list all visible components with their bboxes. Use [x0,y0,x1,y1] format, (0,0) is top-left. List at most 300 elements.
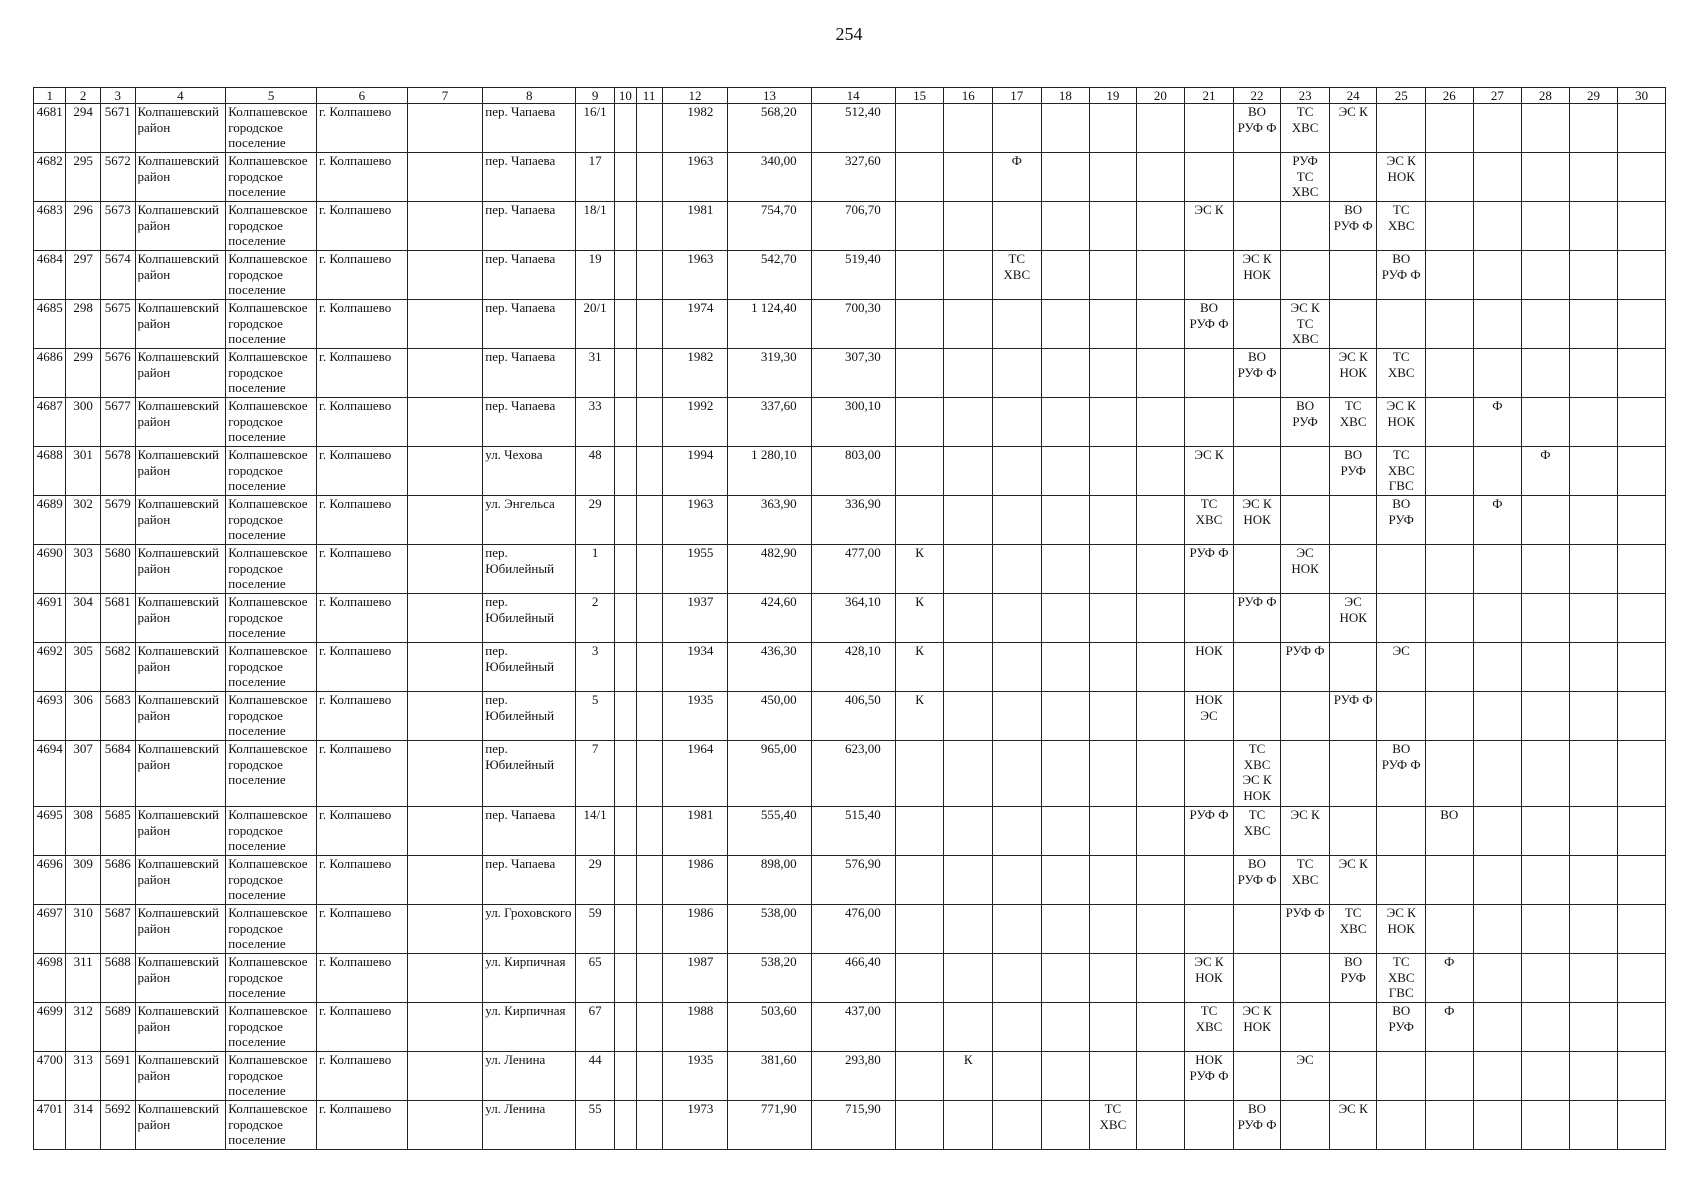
cell-col-22 [1233,1052,1281,1101]
cell-col-26 [1426,153,1474,202]
cell-col-16 [944,300,993,349]
cell-col-2: 309 [66,856,101,905]
cell-col-28 [1522,1003,1570,1052]
cell-col-4: Колпашевский район [135,1003,226,1052]
cell-col-17 [992,1052,1041,1101]
cell-col-7 [407,1003,483,1052]
cell-col-28 [1522,251,1570,300]
cell-col-30 [1618,447,1666,496]
cell-col-22: ТС ХВС ЭС К НОК [1233,741,1281,807]
cell-col-23 [1281,251,1330,300]
cell-col-11 [636,545,662,594]
page-number: 254 [835,24,863,44]
cell-col-26 [1426,741,1474,807]
cell-col-8: пер. Юбилейный [483,545,576,594]
cell-col-14: 437,00 [811,1003,895,1052]
cell-col-5: Колпашевское городское поселение [226,1052,317,1101]
cell-col-1: 4699 [34,1003,66,1052]
column-header-21: 21 [1185,88,1234,104]
cell-col-20 [1136,954,1185,1003]
cell-col-13: 1 280,10 [728,447,811,496]
column-header-16: 16 [944,88,993,104]
column-header-2: 2 [66,88,101,104]
cell-col-8: пер. Чапаева [483,104,576,153]
cell-col-24 [1329,741,1377,807]
cell-col-2: 308 [66,807,101,856]
cell-col-15 [895,905,944,954]
table-row [34,496,1666,545]
column-header-20: 20 [1136,88,1185,104]
table-body [34,104,1666,1150]
cell-col-25: ТС ХВС [1377,349,1426,398]
cell-col-20 [1136,496,1185,545]
cell-col-3: 5675 [100,300,135,349]
cell-col-20 [1136,398,1185,447]
cell-col-12: 1981 [662,202,728,251]
cell-col-22: РУФ Ф [1233,594,1281,643]
cell-col-1: 4688 [34,447,66,496]
cell-col-27 [1473,202,1522,251]
table-row [34,251,1666,300]
cell-col-3: 5672 [100,153,135,202]
cell-col-4: Колпашевский район [135,594,226,643]
cell-col-4: Колпашевский район [135,447,226,496]
cell-col-2: 303 [66,545,101,594]
cell-col-8: пер. Чапаева [483,807,576,856]
cell-col-2: 306 [66,692,101,741]
column-header-15: 15 [895,88,944,104]
cell-col-30 [1618,1003,1666,1052]
cell-col-1: 4685 [34,300,66,349]
cell-col-21: ТС ХВС [1185,1003,1234,1052]
cell-col-20 [1136,594,1185,643]
cell-col-23: ЭС [1281,1052,1330,1101]
cell-col-25 [1377,692,1426,741]
cell-col-30 [1618,104,1666,153]
cell-col-2: 295 [66,153,101,202]
cell-col-1: 4681 [34,104,66,153]
cell-col-7 [407,741,483,807]
cell-col-15 [895,1101,944,1150]
cell-col-24 [1329,496,1377,545]
cell-col-17 [992,202,1041,251]
cell-col-2: 297 [66,251,101,300]
cell-col-17 [992,545,1041,594]
cell-col-11 [636,594,662,643]
cell-col-27 [1473,447,1522,496]
cell-col-14: 406,50 [811,692,895,741]
cell-col-13: 381,60 [728,1052,811,1101]
cell-col-27 [1473,1101,1522,1150]
cell-col-16 [944,153,993,202]
cell-col-28 [1522,692,1570,741]
cell-col-13: 450,00 [728,692,811,741]
cell-col-12: 1963 [662,153,728,202]
cell-col-3: 5677 [100,398,135,447]
cell-col-26: ВО [1426,807,1474,856]
cell-col-9: 19 [576,251,615,300]
cell-col-24: ВО РУФ [1329,447,1377,496]
cell-col-10 [615,594,637,643]
table-row [34,1003,1666,1052]
table-row [34,398,1666,447]
cell-col-12: 1992 [662,398,728,447]
cell-col-17: Ф [992,153,1041,202]
cell-col-18 [1041,905,1090,954]
cell-col-24: РУФ Ф [1329,692,1377,741]
column-header-25: 25 [1377,88,1426,104]
cell-col-12: 1986 [662,856,728,905]
cell-col-13: 538,00 [728,905,811,954]
cell-col-21 [1185,856,1234,905]
cell-col-7 [407,153,483,202]
cell-col-24 [1329,545,1377,594]
cell-col-19 [1090,643,1136,692]
cell-col-8: пер. Чапаева [483,398,576,447]
cell-col-18 [1041,496,1090,545]
cell-col-10 [615,1003,637,1052]
cell-col-4: Колпашевский район [135,251,226,300]
cell-col-30 [1618,398,1666,447]
cell-col-8: ул. Кирпичная [483,954,576,1003]
cell-col-29 [1569,643,1618,692]
cell-col-23: РУФ Ф [1281,905,1330,954]
cell-col-20 [1136,447,1185,496]
cell-col-7 [407,202,483,251]
cell-col-13: 482,90 [728,545,811,594]
cell-col-14: 515,40 [811,807,895,856]
cell-col-15 [895,349,944,398]
cell-col-16 [944,643,993,692]
cell-col-17 [992,905,1041,954]
cell-col-9: 65 [576,954,615,1003]
cell-col-15: К [895,545,944,594]
cell-col-25 [1377,1052,1426,1101]
column-header-11: 11 [636,88,662,104]
table-row [34,545,1666,594]
table-row [34,300,1666,349]
cell-col-10 [615,545,637,594]
cell-col-2: 312 [66,1003,101,1052]
cell-col-20 [1136,807,1185,856]
cell-col-1: 4700 [34,1052,66,1101]
cell-col-10 [615,856,637,905]
cell-col-4: Колпашевский район [135,496,226,545]
cell-col-22 [1233,954,1281,1003]
cell-col-1: 4682 [34,153,66,202]
cell-col-16 [944,545,993,594]
cell-col-29 [1569,202,1618,251]
cell-col-10 [615,447,637,496]
cell-col-19 [1090,905,1136,954]
cell-col-24: ТС ХВС [1329,398,1377,447]
cell-col-19 [1090,398,1136,447]
cell-col-5: Колпашевское городское поселение [226,954,317,1003]
cell-col-13: 538,20 [728,954,811,1003]
cell-col-15 [895,447,944,496]
cell-col-23 [1281,447,1330,496]
cell-col-1: 4686 [34,349,66,398]
cell-col-29 [1569,349,1618,398]
cell-col-8: пер. Чапаева [483,856,576,905]
cell-col-30 [1618,594,1666,643]
cell-col-25: ТС ХВС ГВС [1377,447,1426,496]
cell-col-15 [895,104,944,153]
housing-registry-table [33,87,1666,1150]
cell-col-21 [1185,905,1234,954]
cell-col-27 [1473,954,1522,1003]
cell-col-11 [636,692,662,741]
cell-col-19 [1090,594,1136,643]
cell-col-1: 4693 [34,692,66,741]
cell-col-27 [1473,349,1522,398]
cell-col-22 [1233,643,1281,692]
cell-col-13: 771,90 [728,1101,811,1150]
cell-col-7 [407,398,483,447]
cell-col-6: г. Колпашево [316,741,407,807]
cell-col-15 [895,202,944,251]
cell-col-5: Колпашевское городское поселение [226,398,317,447]
cell-col-28 [1522,545,1570,594]
cell-col-3: 5679 [100,496,135,545]
cell-col-17: ТС ХВС [992,251,1041,300]
cell-col-26 [1426,545,1474,594]
cell-col-27 [1473,545,1522,594]
cell-col-6: г. Колпашево [316,349,407,398]
cell-col-1: 4695 [34,807,66,856]
cell-col-15: К [895,692,944,741]
cell-col-1: 4701 [34,1101,66,1150]
cell-col-25: ВО РУФ [1377,1003,1426,1052]
cell-col-19 [1090,251,1136,300]
cell-col-21: ТС ХВС [1185,496,1234,545]
cell-col-21: ЭС К [1185,447,1234,496]
cell-col-4: Колпашевский район [135,545,226,594]
cell-col-30 [1618,643,1666,692]
cell-col-29 [1569,741,1618,807]
cell-col-22 [1233,447,1281,496]
column-header-1: 1 [34,88,66,104]
cell-col-26 [1426,447,1474,496]
cell-col-19 [1090,349,1136,398]
cell-col-5: Колпашевское городское поселение [226,300,317,349]
cell-col-2: 305 [66,643,101,692]
cell-col-12: 1963 [662,251,728,300]
cell-col-21: ЭС К НОК [1185,954,1234,1003]
cell-col-9: 18/1 [576,202,615,251]
cell-col-19 [1090,104,1136,153]
cell-col-23: ТС ХВС [1281,104,1330,153]
cell-col-16 [944,741,993,807]
cell-col-3: 5676 [100,349,135,398]
cell-col-28 [1522,905,1570,954]
cell-col-23 [1281,496,1330,545]
cell-col-3: 5684 [100,741,135,807]
table-row [34,905,1666,954]
cell-col-8: ул. Ленина [483,1052,576,1101]
cell-col-30 [1618,807,1666,856]
cell-col-18 [1041,856,1090,905]
column-header-3: 3 [100,88,135,104]
cell-col-22: ВО РУФ Ф [1233,104,1281,153]
cell-col-20 [1136,202,1185,251]
cell-col-25: ВО РУФ [1377,496,1426,545]
cell-col-22: ЭС К НОК [1233,1003,1281,1052]
cell-col-12: 1974 [662,300,728,349]
cell-col-28: Ф [1522,447,1570,496]
cell-col-25: ТС ХВС [1377,202,1426,251]
cell-col-16 [944,856,993,905]
cell-col-20 [1136,153,1185,202]
cell-col-3: 5688 [100,954,135,1003]
cell-col-25: ЭС К НОК [1377,398,1426,447]
cell-col-15: К [895,594,944,643]
cell-col-28 [1522,594,1570,643]
cell-col-5: Колпашевское городское поселение [226,1101,317,1150]
cell-col-20 [1136,104,1185,153]
cell-col-11 [636,1052,662,1101]
cell-col-3: 5686 [100,856,135,905]
cell-col-14: 700,30 [811,300,895,349]
cell-col-23 [1281,594,1330,643]
cell-col-8: пер. Юбилейный [483,692,576,741]
cell-col-21: РУФ Ф [1185,545,1234,594]
cell-col-30 [1618,905,1666,954]
cell-col-6: г. Колпашево [316,251,407,300]
cell-col-18 [1041,807,1090,856]
cell-col-27 [1473,643,1522,692]
cell-col-22: ЭС К НОК [1233,251,1281,300]
cell-col-10 [615,300,637,349]
cell-col-14: 576,90 [811,856,895,905]
cell-col-11 [636,1101,662,1150]
cell-col-11 [636,856,662,905]
cell-col-2: 298 [66,300,101,349]
cell-col-25 [1377,594,1426,643]
cell-col-27 [1473,251,1522,300]
cell-col-2: 313 [66,1052,101,1101]
cell-col-10 [615,104,637,153]
cell-col-25 [1377,807,1426,856]
cell-col-13: 542,70 [728,251,811,300]
cell-col-14: 476,00 [811,905,895,954]
cell-col-23 [1281,954,1330,1003]
cell-col-21: НОК ЭС [1185,692,1234,741]
cell-col-18 [1041,1052,1090,1101]
cell-col-5: Колпашевское городское поселение [226,905,317,954]
cell-col-17 [992,104,1041,153]
column-header-30: 30 [1618,88,1666,104]
cell-col-14: 477,00 [811,545,895,594]
cell-col-8: ул. Гроховского [483,905,576,954]
cell-col-12: 1937 [662,594,728,643]
table-row [34,104,1666,153]
cell-col-21 [1185,1101,1234,1150]
cell-col-15 [895,1052,944,1101]
cell-col-4: Колпашевский район [135,202,226,251]
cell-col-17 [992,496,1041,545]
cell-col-4: Колпашевский район [135,741,226,807]
cell-col-29 [1569,496,1618,545]
cell-col-13: 1 124,40 [728,300,811,349]
cell-col-21 [1185,741,1234,807]
cell-col-10 [615,807,637,856]
cell-col-16 [944,954,993,1003]
cell-col-20 [1136,300,1185,349]
cell-col-12: 1982 [662,349,728,398]
table-row [34,741,1666,807]
cell-col-7 [407,496,483,545]
cell-col-16 [944,692,993,741]
cell-col-9: 55 [576,1101,615,1150]
cell-col-12: 1986 [662,905,728,954]
cell-col-14: 512,40 [811,104,895,153]
cell-col-3: 5671 [100,104,135,153]
cell-col-18 [1041,153,1090,202]
cell-col-10 [615,496,637,545]
cell-col-23: РУФ Ф [1281,643,1330,692]
cell-col-27 [1473,300,1522,349]
cell-col-14: 706,70 [811,202,895,251]
cell-col-6: г. Колпашево [316,202,407,251]
cell-col-9: 1 [576,545,615,594]
cell-col-30 [1618,856,1666,905]
cell-col-13: 965,00 [728,741,811,807]
cell-col-27 [1473,153,1522,202]
cell-col-14: 300,10 [811,398,895,447]
cell-col-15 [895,1003,944,1052]
cell-col-18 [1041,692,1090,741]
cell-col-20 [1136,1003,1185,1052]
cell-col-20 [1136,856,1185,905]
column-header-9: 9 [576,88,615,104]
cell-col-17 [992,447,1041,496]
cell-col-16 [944,496,993,545]
cell-col-14: 307,30 [811,349,895,398]
cell-col-10 [615,153,637,202]
cell-col-2: 307 [66,741,101,807]
cell-col-23 [1281,741,1330,807]
cell-col-22 [1233,153,1281,202]
table-row [34,153,1666,202]
cell-col-22 [1233,398,1281,447]
cell-col-12: 1935 [662,692,728,741]
cell-col-4: Колпашевский район [135,905,226,954]
cell-col-18 [1041,643,1090,692]
cell-col-26 [1426,856,1474,905]
cell-col-19 [1090,496,1136,545]
cell-col-12: 1988 [662,1003,728,1052]
cell-col-17 [992,1101,1041,1150]
cell-col-9: 48 [576,447,615,496]
cell-col-4: Колпашевский район [135,807,226,856]
cell-col-30 [1618,496,1666,545]
cell-col-26 [1426,496,1474,545]
cell-col-17 [992,594,1041,643]
cell-col-21: НОК РУФ Ф [1185,1052,1234,1101]
cell-col-5: Колпашевское городское поселение [226,643,317,692]
cell-col-26 [1426,905,1474,954]
cell-col-23: ВО РУФ [1281,398,1330,447]
cell-col-7 [407,545,483,594]
cell-col-6: г. Колпашево [316,300,407,349]
cell-col-8: пер. Чапаева [483,349,576,398]
cell-col-24: ЭС НОК [1329,594,1377,643]
cell-col-8: пер. Юбилейный [483,741,576,807]
cell-col-7 [407,251,483,300]
cell-col-6: г. Колпашево [316,104,407,153]
cell-col-20 [1136,1101,1185,1150]
